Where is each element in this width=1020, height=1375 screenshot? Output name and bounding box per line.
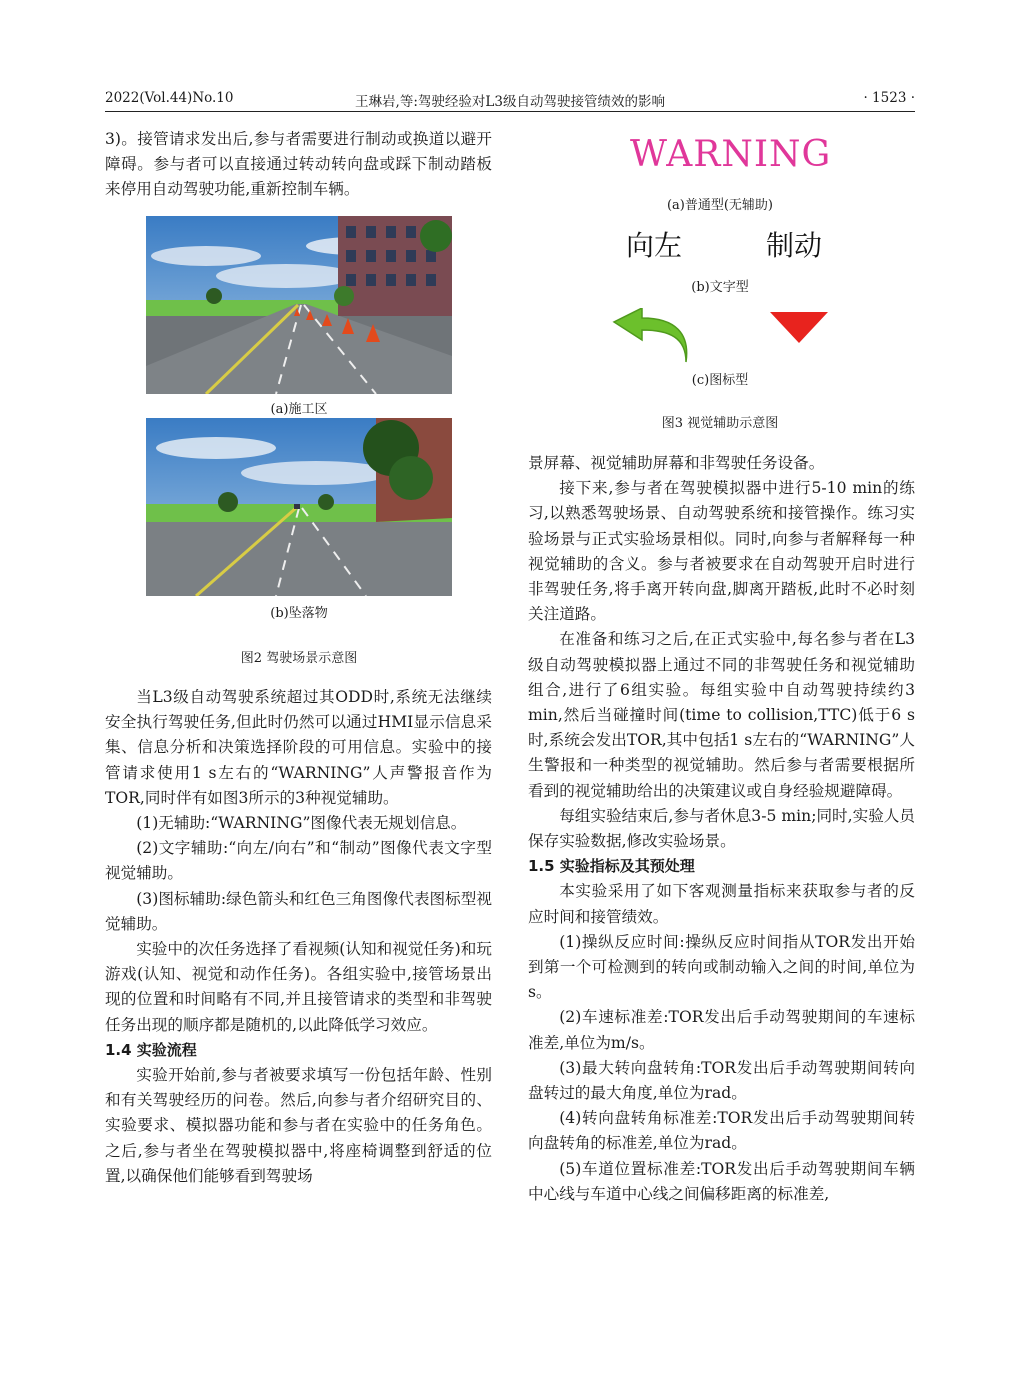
red-triangle-icon <box>770 312 830 344</box>
left-body-text <box>105 685 492 1189</box>
figure-2b-caption: (b)坠落物 <box>270 606 328 621</box>
paragraph: (2)文字辅助:“向左/向右”和“制动”图像代表文字型视觉辅助。 <box>105 839 492 883</box>
section-heading: 1.4 实验流程 <box>105 1040 197 1059</box>
paragraph: 实验开始前,参与者被要求填写一份包括年龄、性别和有关驾驶经历的问卷。然后,向参与者介绍研究目的、实验要求、模拟器功能和参与者在实验中的任务角色。之后,参与者坐在驾驶模拟器中,将座椅调整到舒适的位置,以确保他们能够看到驾驶场 <box>105 1066 492 1185</box>
paragraph: 当L3级自动驾驶系统超过其ODD时,系统无法继续安全执行驾驶任务,但此时仍然可以通过HMI显示信息采集、信息分析和决策选择阶段的可用信息。实验中的接管请求使用1 s左右的“WARNING”人声警报音作为TOR,同时伴有如图3所示的3种视觉辅助。 <box>105 688 492 807</box>
figure-2b-falling-object <box>146 418 452 596</box>
figure-3b-caption: (b)文字型 <box>691 280 749 295</box>
paragraph: (2)车速标准差:TOR发出后手动驾驶期间的车速标准差,单位为m/s。 <box>528 1008 915 1052</box>
left-top-text <box>105 127 492 203</box>
figure-2a-caption: (a)施工区 <box>270 402 328 417</box>
text-aid-brake: 制动 <box>766 229 823 262</box>
figure-2a-construction-zone <box>146 216 452 394</box>
paragraph: 3)。接管请求发出后,参与者需要进行制动或换道以避开障碍。参与者可以直接通过转动转向盘或踩下制动踏板来停用自动驾驶功能,重新控制车辆。 <box>105 130 492 199</box>
text-aid-left: 向左 <box>626 229 683 262</box>
figure-3-caption: 图3 视觉辅助示意图 <box>661 416 779 431</box>
paragraph: 景屏幕、视觉辅助屏幕和非驾驶任务设备。 <box>528 454 825 472</box>
paragraph: 实验中的次任务选择了看视频(认知和视觉任务)和玩游戏(认知、视觉和动作任务)。各组实验中,接管场景出现的位置和时间略有不同,并且接管请求的类型和非驾驶任务出现的顺序都是随机的,以此降低学习效应。 <box>105 940 492 1034</box>
page-number: · 1523 · <box>863 90 915 106</box>
right-body-text <box>528 451 915 1207</box>
paragraph: (4)转向盘转角标准差:TOR发出后手动驾驶期间转向盘转角的标准差,单位为rad。 <box>528 1109 915 1153</box>
green-arrow-icon <box>612 308 692 364</box>
paragraph: (1)操纵反应时间:操纵反应时间指从TOR发出开始到第一个可检测到的转向或制动输入之间的时间,单位为s。 <box>528 932 915 1002</box>
paragraph: (3)图标辅助:绿色箭头和红色三角图像代表图标型视觉辅助。 <box>105 889 492 933</box>
section-heading: 1.5 实验指标及其预处理 <box>528 857 695 876</box>
running-title: 王琳岩,等:驾驶经验对L3级自动驾驶接管绩效的影响 <box>355 94 665 110</box>
paragraph: 在准备和练习之后,在正式实验中,每名参与者在L3级自动驾驶模拟器上通过不同的非驾驶任务和视觉辅助组合,进行了6组实验。每组实验中自动驾驶持续约3 min,然后当碰撞时间(time to collision,TTC)低于6 s时,系统会发出TOR,其中包括1 s左右的“WARNING”人生警报和一种类型的视觉辅助。然后参与者需要根据所看到的视觉辅助给出的决策建议或自身经验规避障碍。 <box>528 630 915 800</box>
header-rule <box>105 111 915 112</box>
paragraph: (5)车道位置标准差:TOR发出后手动驾驶期间车辆中心线与车道中心线之间偏移距离的标准差, <box>528 1159 915 1203</box>
running-header <box>105 90 915 112</box>
paragraph: (1)无辅助:“WARNING”图像代表无规划信息。 <box>136 814 467 833</box>
warning-image-text: WARNING <box>630 134 832 175</box>
journal-issue: 2022(Vol.44)No.10 <box>105 90 234 106</box>
paragraph: 接下来,参与者在驾驶模拟器中进行5-10 min的练习,以熟悉驾驶场景、自动驾驶系统和接管操作。练习实验场景与正式实验场景相似。同时,向参与者解释每一种视觉辅助的含义。参与者被要求在自动驾驶开启时进行非驾驶任务,将手离开转向盘,脚离开踏板,此时不必时刻关注道路。 <box>528 479 915 624</box>
figure-3c-caption: (c)图标型 <box>691 373 749 388</box>
figure-2-caption: 图2 驾驶场景示意图 <box>240 651 358 666</box>
paragraph: 本实验采用了如下客观测量指标来获取参与者的反应时间和接管绩效。 <box>528 882 915 926</box>
paragraph: (3)最大转向盘转角:TOR发出后手动驾驶期间转向盘转过的最大角度,单位为rad。 <box>528 1058 915 1103</box>
paragraph: 每组实验结束后,参与者休息3-5 min;同时,实验人员保存实验数据,修改实验场景。 <box>528 806 915 851</box>
figure-3a-caption: (a)普通型(无辅助) <box>666 198 774 213</box>
